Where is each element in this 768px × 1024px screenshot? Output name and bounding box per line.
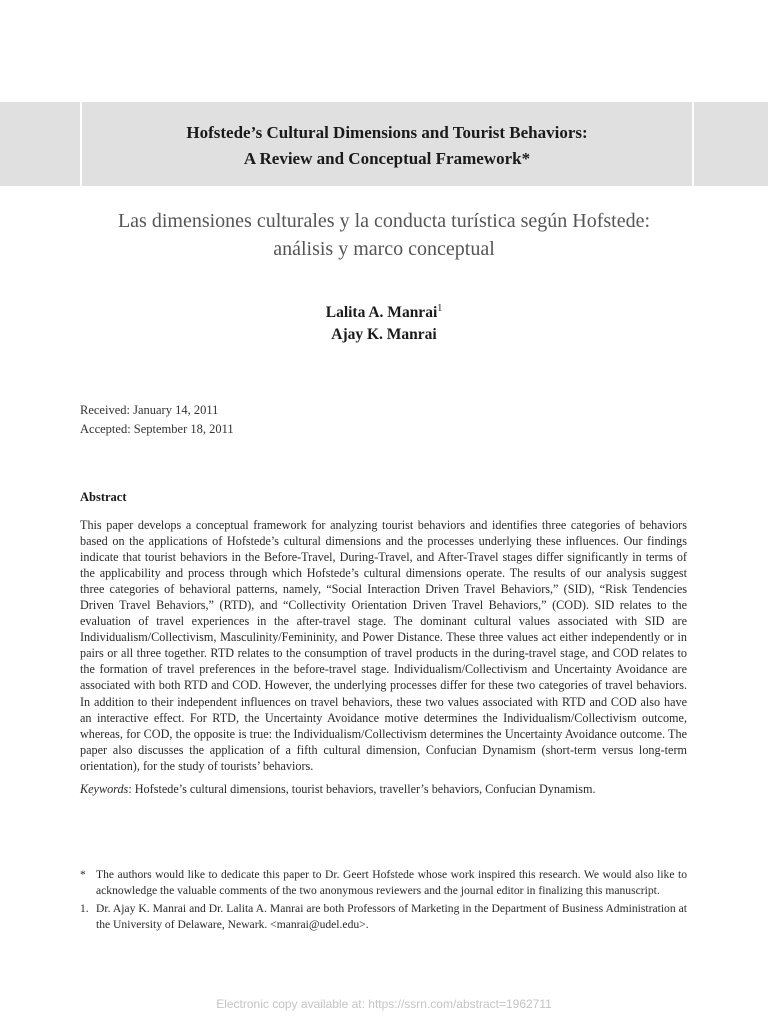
footnote-mark: 1.	[80, 902, 89, 915]
footnote-mark: *	[80, 868, 86, 881]
accepted-date: Accepted: September 18, 2011	[80, 422, 234, 436]
footnote-text: The authors would like to dedicate this paper to Dr. Geert Hofstede whose work inspired this research. We would also like to acknowledge the valuable comments of the two anonymous reviewers and the journal editor in finalizing this manuscript.	[96, 868, 687, 897]
paper-title-line-1: Hofstede’s Cultural Dimensions and Tourist Behaviors:	[186, 123, 588, 142]
author-2-name: Ajay K. Manrai	[331, 326, 437, 343]
abstract-heading: Abstract	[80, 490, 127, 504]
submission-dates	[80, 401, 234, 439]
author-1-footnote-mark: 1	[437, 303, 443, 314]
footnotes	[80, 867, 687, 935]
paper-title-line-2: A Review and Conceptual Framework*	[243, 149, 531, 168]
keywords	[80, 781, 687, 797]
keywords-text: : Hofstede’s cultural dimensions, tourist behaviors, traveller’s behaviors, Confucian Dynamism.	[128, 782, 596, 796]
author-1-name: Lalita A. Manrai	[325, 304, 438, 321]
author-list	[0, 302, 768, 346]
received-date: Received: January 14, 2011	[80, 403, 219, 417]
footnote-dedication	[80, 867, 687, 899]
subtitle-line-1: Las dimensiones culturales y la conducta turística según Hofstede:	[117, 210, 651, 232]
title-box	[80, 102, 694, 186]
author-1	[0, 302, 768, 324]
footnote-text: Dr. Ajay K. Manrai and Dr. Lalita A. Manrai are both Professors of Marketing in the Department of Business Administration at the University of Delaware, Newark. <manrai@udel.edu>.	[96, 902, 687, 931]
ssrn-watermark: Electronic copy available at: https://ssrn.com/abstract=1962711	[216, 997, 552, 1011]
subtitle-line-2: análisis y marco conceptual	[273, 238, 495, 260]
spanish-subtitle	[40, 207, 728, 263]
author-2	[0, 324, 768, 346]
keywords-label: Keywords	[80, 782, 129, 796]
title-band	[0, 102, 768, 186]
abstract-body: This paper develops a conceptual framework for analyzing tourist behaviors and identifies three categories of behaviors based on the applications of Hofstede’s cultural dimensions and the processes underlying these influences. Our findings indicate that tourist behaviors in the Before-Travel, During-Travel, and After-Travel stages differ significantly in terms of the applicability and process through which Hofstede’s cultural dimensions operate. The results of our analysis suggest three categories of behavioral patterns, namely, “Social Interaction Driven Travel Behaviors,” (SID), “Risk Tendencies Driven Travel Behaviors,” (RTD), and “Collectivity Orientation Driven Travel Behaviors,” (COD). SID relates to the evaluation of travel experiences in the after-travel stage. The dominant cultural values associated with SID are Individualism/Collectivism, Masculinity/Femininity, and Power Distance. These three values act either independently or in pairs or all three together. RTD relates to the consumption of travel products in the during-travel stage, and COD relates to the formation of travel preferences in the before-travel stage. Individualism/Collectivism and Uncertainty Avoidance are associated with both RTD and COD. However, the underlying processes differ for these two categories of travel behaviors. In addition to their independent influences on travel behaviors, these two values associated with RTD and COD also have an interactive effect. For RTD, the Uncertainty Avoidance motive determines the Individualism/Collectivism outcome, whereas, for COD, the opposite is true: the Individualism/Collectivism determines the Uncertainty Avoidance outcome. The paper also discusses the application of a fifth cultural dimension, Confucian Dynamism (short-term versus long-term orientation), for the study of tourists’ behaviors.	[80, 518, 687, 773]
footnote-affiliation	[80, 901, 687, 933]
